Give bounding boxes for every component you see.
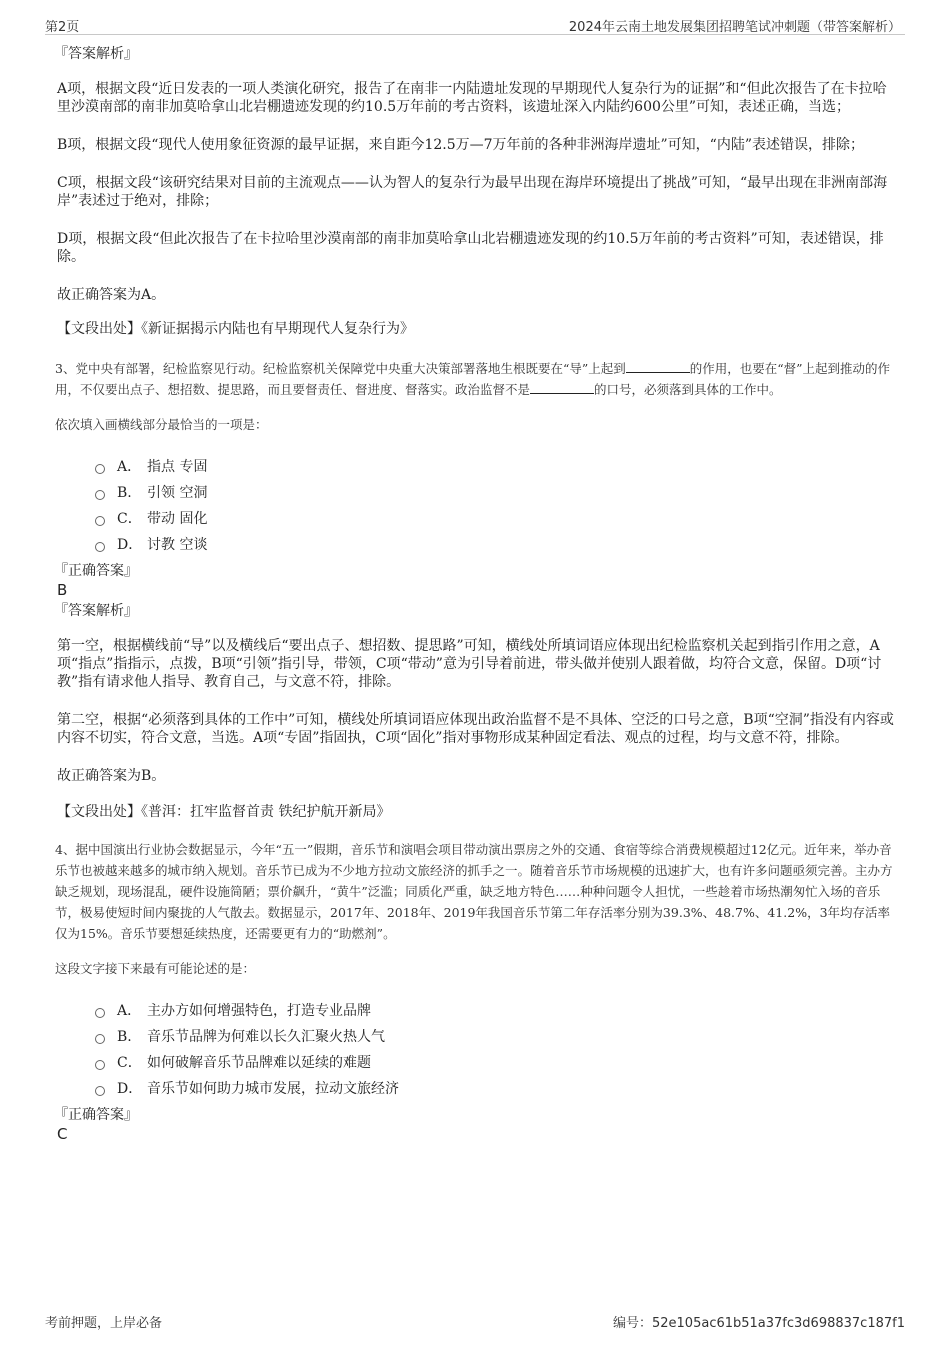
q4-option-b[interactable]: B. 音乐节品牌为何难以长久汇聚火热人气 — [95, 1024, 897, 1050]
radio-icon[interactable] — [95, 490, 105, 500]
q3-analysis-first: 第一空，根据横线前“导”以及横线后“要出点子、想招数、提思路”可知，横线处所填词语应体现出纪检监察机关起到指引作用之意，A项“指点”指指示，点拨，B项“引领”指引导，带领，C项“带动”意为引导着前进，带头做并使别人跟着做，均符合文意，保留。D项“讨教”指有请求他人指导、教育自己，与文意不符，排除。 — [57, 638, 882, 690]
page-header — [45, 14, 905, 35]
q3-option-a[interactable]: A． 指点 专固 — [95, 454, 897, 480]
q4-option-d[interactable]: D． 音乐节如何助力城市发展，拉动文旅经济 — [95, 1076, 897, 1102]
q3-answer-label: 『正确答案』 — [54, 563, 138, 579]
q4-answer-label: 『正确答案』 — [54, 1107, 138, 1123]
q2-conclusion: 故正确答案为A。 — [57, 287, 166, 303]
q2-source: 【文段出处】《新证据揭示内陆也有早期现代人复杂行为》 — [57, 321, 414, 337]
footer-slogan: 考前押题，上岸必备 — [45, 1316, 163, 1331]
q3-option-d[interactable]: D． 讨教 空谈 — [95, 532, 897, 558]
page-footer — [45, 1312, 905, 1332]
q2-analysis-a: A项，根据文段“近日发表的一项人类演化研究，报告了在南非一内陆遗址发现的早期现代人复杂行为的证据”和“但此次报告了在卡拉哈里沙漠南部的南非加莫哈拿山北岩棚遗迹发现的约10.5万年前的考古资料，该遗址深入内陆约600公里”可知，表述正确，当选； — [57, 81, 887, 115]
radio-icon[interactable] — [95, 1086, 105, 1096]
radio-icon[interactable] — [95, 1034, 105, 1044]
q3-option-c[interactable]: C． 带动 固化 — [95, 506, 897, 532]
q4-prompt: 这段文字接下来最有可能论述的是： — [55, 961, 256, 976]
q3-answer: B — [57, 581, 68, 599]
radio-icon[interactable] — [95, 1060, 105, 1070]
q3-options — [95, 454, 897, 558]
q3-prompt: 依次填入画横线部分最恰当的一项是： — [55, 417, 268, 432]
q4-options — [95, 998, 897, 1102]
q3-source: 【文段出处】《普洱：扛牢监督首责 铁纪护航开新局》 — [57, 804, 391, 820]
q4-option-c[interactable]: C． 如何破解音乐节品牌难以延续的难题 — [95, 1050, 897, 1076]
radio-icon[interactable] — [95, 542, 105, 552]
q2-analysis-c: C项，根据文段“该研究结果对目前的主流观点——认为智人的复杂行为最早出现在海岸环境提出了挑战”可知，“最早出现在非洲南部海岸”表述过于绝对，排除； — [57, 175, 888, 209]
q4-option-a[interactable]: A． 主办方如何增强特色，打造专业品牌 — [95, 998, 897, 1024]
blank-2 — [530, 381, 594, 394]
blank-1 — [626, 360, 690, 373]
q3-question-text: 3、党中央有部署，纪检监察见行动。纪检监察机关保障党中央重大决策部署落地生根既要在“导”上起到 的作用，也要在“督”上起到推动的作用，不仅要出点子、想招数、提思路，而且要督责任、督进度、督落实。政治监督不是 的口号，必须落到具体的工作中。 — [55, 361, 891, 397]
q2-analysis-d: D项，根据文段“但此次报告了在卡拉哈里沙漠南部的南非加莫哈拿山北岩棚遗迹发现的约10.5万年前的考古资料”可知，表述错误，排除。 — [57, 231, 884, 265]
q3-analysis-label: 『答案解析』 — [54, 603, 138, 619]
radio-icon[interactable] — [95, 1008, 105, 1018]
q3-option-b[interactable]: B. 引领 空洞 — [95, 480, 897, 506]
q4-question-text: 4、据中国演出行业协会数据显示，今年“五一”假期，音乐节和演唱会项目带动演出票房之外的交通、食宿等综合消费规模超过12亿元。近年来，举办音乐节也被越来越多的城市纳入规划。音乐节已成为不少地方拉动文旅经济的抓手之一。随着音乐节市场规模的迅速扩大，也有许多问题亟须完善。主办方缺乏规划，现场混乱，硬件设施简陋；票价飙升，“黄牛”泛滥；同质化严重，缺乏地方特色……种种问题令人担忧，一些趁着市场热潮匆忙入场的音乐节，极易使短时间内聚拢的人气散去。数据显示，2017年、2018年、2019年我国音乐节第二年存活率分别为39.3%、48.7%、41.2%，3年均存活率仅为15%。音乐节要想延续热度，还需要更有力的“助燃剂”。 — [55, 842, 893, 941]
radio-icon[interactable] — [95, 464, 105, 474]
radio-icon[interactable] — [95, 516, 105, 526]
document-title: 2024年云南土地发展集团招聘笔试冲刺题（带答案解析） — [568, 20, 901, 35]
q2-analysis-label: 『答案解析』 — [54, 46, 138, 62]
document-id: 编号：52e105ac61b51a37fc3d698837c187f1 — [612, 1316, 905, 1331]
q2-analysis-b: B项，根据文段“现代人使用象征资源的最早证据，来自距今12.5万—7万年前的各种非洲海岸遗址”可知，“内陆”表述错误，排除； — [57, 137, 864, 153]
q3-analysis-second: 第二空，根据“必须落到具体的工作中”可知，横线处所填词语应体现出政治监督不是不具体、空泛的口号之意，B项“空洞”指没有内容或内容不切实，符合文意，当选。A项“专固”指固执，C项“固化”指对事物形成某种固定看法、观点的过程，均与文意不符，排除。 — [57, 712, 894, 746]
page-content — [54, 44, 897, 1143]
q4-answer: C — [57, 1125, 68, 1143]
page-number: 第2页 — [45, 20, 80, 35]
q3-conclusion: 故正确答案为B。 — [57, 768, 166, 784]
